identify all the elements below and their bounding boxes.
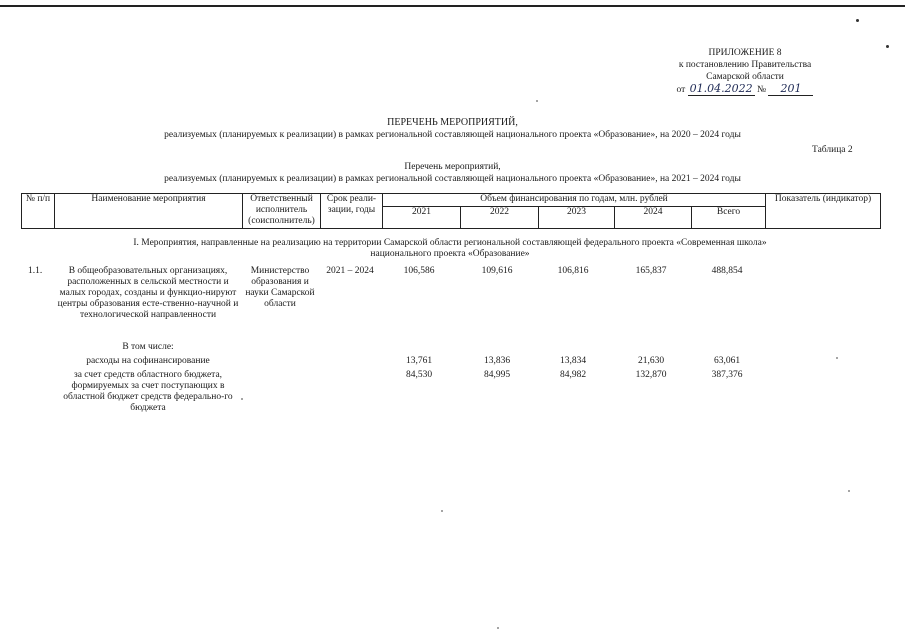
federal-funds-2022: 84,995	[483, 370, 511, 380]
item-value-total: 488,854	[711, 266, 743, 276]
handwritten-number: 201	[768, 82, 813, 96]
federal-funds-total: 387,376	[711, 370, 743, 380]
item-number: 1.1.	[28, 266, 43, 276]
table-label: Таблица 2	[812, 145, 853, 155]
cofinancing-label: расходы на софинансирование	[86, 356, 210, 366]
appendix-block	[640, 47, 850, 96]
scan-speck	[848, 490, 850, 492]
scan-speck	[836, 357, 838, 359]
document-title	[0, 116, 905, 142]
section-heading	[100, 238, 800, 260]
scan-speck	[886, 45, 889, 48]
funding-table-header	[21, 193, 881, 229]
header-funding: Объем финансирования по годам, млн. рублей	[383, 194, 766, 207]
scan-speck	[856, 19, 859, 22]
header-num: № п/п	[22, 194, 55, 229]
cofinancing-total: 63,061	[713, 356, 741, 366]
header-year-2024: 2024	[615, 207, 692, 229]
item-name: В общеобразовательных организациях, расположенных в сельской местности и малых городах, созданы и функцио-нируют центры образования есте-ственно-научной и технологической направленности	[57, 266, 239, 320]
table-title-line1: Перечень мероприятий,	[404, 162, 501, 172]
scan-top-border	[0, 5, 905, 7]
section-line1: I. Мероприятия, направленные на реализацию на территории Самарской области региональной составляющей федерального проекта «Современная школа»	[133, 238, 767, 248]
table-title-line2: реализуемых (планируемых к реализации) в рамках региональной составляющей национального проекта «Образование», на 2021 – 2024 годы	[164, 174, 741, 184]
item-value-2021: 106,586	[403, 266, 435, 276]
header-term: Срок реали-зации, годы	[321, 194, 383, 229]
title-heading: ПЕРЕЧЕНЬ МЕРОПРИЯТИЙ,	[387, 117, 518, 128]
header-year-2021: 2021	[383, 207, 461, 229]
scan-speck	[497, 627, 499, 629]
cofinancing-2021: 13,761	[405, 356, 433, 366]
scan-speck	[441, 510, 443, 512]
header-total: Всего	[692, 207, 766, 229]
header-year-2023: 2023	[539, 207, 615, 229]
title-subtitle: реализуемых (планируемых к реализации) в рамках региональной составляющей национального проекта «Образование», на 2020 – 2024 годы	[164, 130, 741, 140]
item-value-2023: 106,816	[557, 266, 589, 276]
item-executor: Министерство образования и науки Самарской области	[245, 266, 315, 309]
appendix-decree: к постановлению Правительства	[678, 60, 812, 70]
federal-funds-label: за счет средств областного бюджета, формируемых за счет поступающих в областной бюджет средств федерально-го бюджета	[63, 370, 233, 413]
cofinancing-2023: 13,834	[559, 356, 587, 366]
scan-speck	[241, 398, 243, 400]
including-label: В том числе:	[122, 342, 174, 352]
date-prefix: от	[676, 85, 686, 95]
header-year-2022: 2022	[461, 207, 539, 229]
header-executor: Ответственный исполнитель (соисполнитель)	[243, 194, 321, 229]
table-title	[0, 161, 905, 185]
appendix-date-line	[640, 83, 850, 96]
number-label: №	[757, 85, 767, 95]
header-indicator: Показатель (индикатор)	[766, 194, 881, 229]
federal-funds-2024: 132,870	[635, 370, 667, 380]
item-value-2024: 165,837	[635, 266, 667, 276]
item-value-2022: 109,616	[481, 266, 513, 276]
cofinancing-2024: 21,630	[637, 356, 665, 366]
appendix-title: ПРИЛОЖЕНИЕ 8	[708, 48, 782, 58]
handwritten-date: 01.04.2022	[689, 82, 753, 95]
cofinancing-2022: 13,836	[483, 356, 511, 366]
item-term: 2021 – 2024	[326, 266, 374, 276]
scan-speck	[536, 100, 538, 102]
header-name: Наименование мероприятия	[55, 194, 243, 229]
section-line2: национального проекта «Образование»	[370, 249, 530, 259]
federal-funds-2021: 84,530	[405, 370, 433, 380]
federal-funds-2023: 84,982	[559, 370, 587, 380]
appendix-region: Самарской области	[706, 72, 784, 82]
